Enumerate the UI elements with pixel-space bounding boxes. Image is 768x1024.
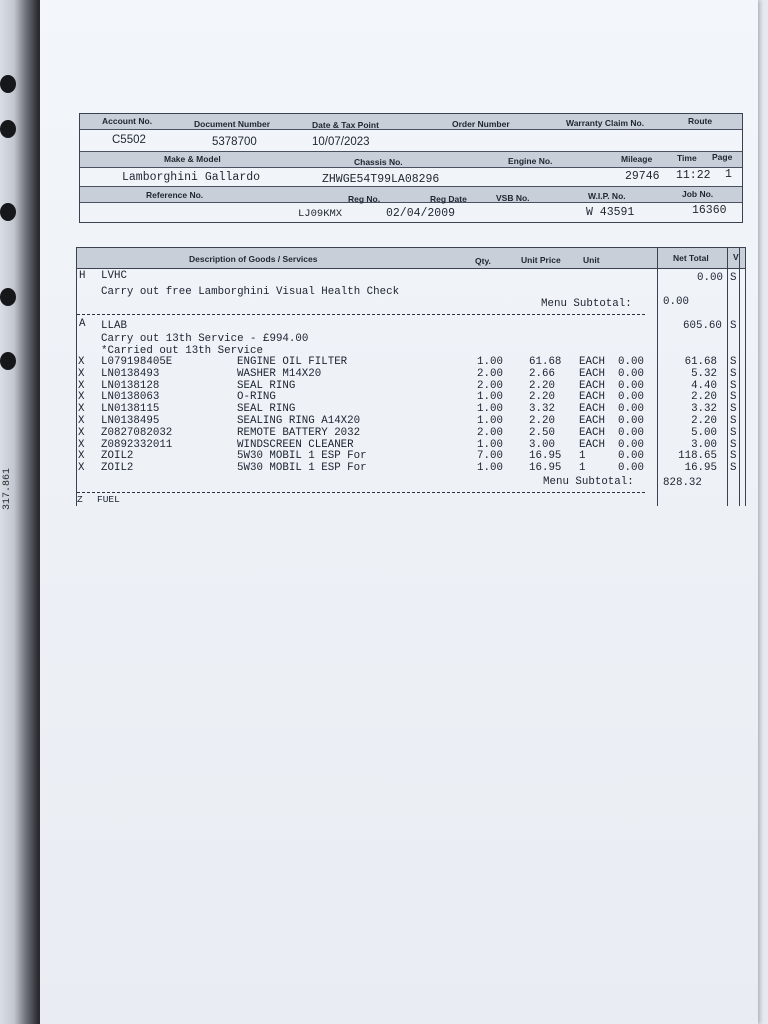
item-vat: S xyxy=(730,415,737,427)
item-description: 5W30 MOBIL 1 ESP For xyxy=(237,462,367,475)
item-unit-price: 3.32 xyxy=(529,403,555,416)
punch-hole xyxy=(0,352,16,370)
page-value: 1 xyxy=(725,168,732,181)
item-qty: 2.00 xyxy=(477,426,503,439)
item-net: 4.40 xyxy=(691,379,717,392)
item-discount: 0.00 xyxy=(618,403,644,416)
section-h-text: Carry out free Lamborghini Visual Health Check xyxy=(101,286,400,298)
label-page: Page xyxy=(712,152,733,162)
item-description: 5W30 MOBIL 1 ESP For xyxy=(237,450,367,463)
header-block xyxy=(79,113,743,223)
time-value: 11:22 xyxy=(676,169,711,182)
section-a-name: LLAB xyxy=(101,320,127,332)
section-code-z: Z xyxy=(77,494,83,505)
item-qty: 1.00 xyxy=(477,438,503,451)
section-h-net: 0.00 xyxy=(697,272,723,284)
item-description: WASHER M14X20 xyxy=(237,367,322,380)
item-description: O-RING xyxy=(237,391,276,404)
item-discount: 0.00 xyxy=(618,356,644,368)
col-net-total: Net Total xyxy=(673,253,709,263)
section-a-subtotal-value: 828.32 xyxy=(663,477,702,489)
reg-no-value: LJ09KMX xyxy=(298,208,343,220)
item-flag: X xyxy=(78,426,85,439)
date-tax-point-value: 10/07/2023 xyxy=(312,136,370,148)
item-discount: 0.00 xyxy=(618,415,644,427)
label-wip-no: W.I.P. No. xyxy=(588,191,626,201)
item-unit: EACH xyxy=(579,356,605,368)
item-part-number: LN0138495 xyxy=(101,415,160,427)
item-discount: 0.00 xyxy=(618,391,644,404)
item-vat: S xyxy=(730,367,737,380)
account-no-value: C5502 xyxy=(112,134,146,146)
item-unit: EACH xyxy=(579,379,605,392)
section-h-separator xyxy=(77,314,645,315)
item-vat: S xyxy=(730,450,737,463)
item-net: 2.20 xyxy=(691,391,717,404)
item-unit-price: 61.68 xyxy=(529,356,562,368)
label-reference-no: Reference No. xyxy=(146,190,204,200)
item-description: SEAL RING xyxy=(237,379,296,392)
item-discount: 0.00 xyxy=(618,379,644,392)
item-part-number: L079198405E xyxy=(101,356,173,368)
item-net: 5.00 xyxy=(691,426,717,439)
item-discount: 0.00 xyxy=(618,367,644,380)
item-unit-price: 2.20 xyxy=(529,379,555,392)
binder-side-text: 317.861 xyxy=(2,467,13,510)
item-unit: EACH xyxy=(579,403,605,416)
item-vat: S xyxy=(730,426,737,439)
label-reg-date: Reg Date xyxy=(430,194,467,204)
punch-hole xyxy=(0,203,16,221)
item-unit: EACH xyxy=(579,426,605,439)
punch-hole xyxy=(0,120,16,138)
item-part-number: Z0827082032 xyxy=(101,426,173,439)
vat-column-divider-right xyxy=(739,248,740,506)
item-vat: S xyxy=(730,462,737,475)
section-z-name: FUEL xyxy=(97,494,120,505)
item-net: 5.32 xyxy=(691,367,717,380)
item-part-number: LN0138115 xyxy=(101,403,160,416)
item-unit: EACH xyxy=(579,391,605,404)
label-vsb-no: VSB No. xyxy=(496,193,530,203)
vat-column-divider-left xyxy=(727,248,728,506)
label-warranty-claim-no: Warranty Claim No. xyxy=(566,118,645,128)
table-header-band xyxy=(77,248,745,269)
mileage-value: 29746 xyxy=(625,170,660,183)
section-code-a: A xyxy=(79,318,86,330)
item-flag: X xyxy=(78,391,85,404)
ring-binder-sleeve xyxy=(0,0,40,1024)
item-qty: 2.00 xyxy=(477,367,503,380)
item-qty: 1.00 xyxy=(477,356,503,368)
section-a-vat: S xyxy=(730,320,737,332)
section-h-subtotal-value: 0.00 xyxy=(663,296,689,308)
item-discount: 0.00 xyxy=(618,450,644,463)
wip-no-value: W 43591 xyxy=(586,206,635,219)
item-flag: X xyxy=(78,450,85,463)
item-unit: 1 xyxy=(579,462,586,475)
item-net: 2.20 xyxy=(691,415,717,427)
job-no-value: 16360 xyxy=(692,204,727,217)
item-part-number: ZOIL2 xyxy=(101,450,134,463)
item-net: 16.95 xyxy=(684,462,717,475)
item-net: 118.65 xyxy=(678,450,717,463)
item-qty: 1.00 xyxy=(477,415,503,427)
item-vat: S xyxy=(730,379,737,392)
col-unit: Unit xyxy=(583,255,600,265)
item-unit-price: 2.66 xyxy=(529,367,555,380)
item-qty: 1.00 xyxy=(477,391,503,404)
section-a-subtotal-label: Menu Subtotal: xyxy=(543,476,634,488)
item-qty: 1.00 xyxy=(477,462,503,475)
item-part-number: ZOIL2 xyxy=(101,462,134,475)
invoice-sheet xyxy=(40,0,758,1024)
item-discount: 0.00 xyxy=(618,462,644,475)
item-qty: 7.00 xyxy=(477,450,503,463)
item-vat: S xyxy=(730,438,737,451)
item-part-number: LN0138128 xyxy=(101,379,160,392)
item-unit-price: 2.20 xyxy=(529,415,555,427)
item-unit: 1 xyxy=(579,450,586,463)
label-route: Route xyxy=(688,116,713,126)
item-flag: X xyxy=(78,379,85,392)
item-discount: 0.00 xyxy=(618,426,644,439)
label-document-number: Document Number xyxy=(194,119,271,129)
item-qty: 1.00 xyxy=(477,403,503,416)
item-vat: S xyxy=(730,356,737,368)
section-a-text-2: *Carried out 13th Service xyxy=(101,345,263,357)
section-code-h: H xyxy=(79,270,86,282)
punch-hole xyxy=(0,288,16,306)
col-qty: Qty. xyxy=(475,256,491,266)
label-make-model: Make & Model xyxy=(164,154,221,164)
label-chassis-no: Chassis No. xyxy=(354,157,403,167)
goods-services-table xyxy=(76,247,746,506)
label-job-no: Job No. xyxy=(682,189,714,199)
item-part-number: Z0892332011 xyxy=(101,438,173,451)
section-h-vat: S xyxy=(730,272,737,284)
col-description: Description of Goods / Services xyxy=(189,254,318,264)
item-unit: EACH xyxy=(579,438,605,451)
section-a-separator xyxy=(77,492,645,493)
item-unit-price: 2.20 xyxy=(529,391,555,404)
item-description: ENGINE OIL FILTER xyxy=(237,356,348,368)
section-h-subtotal-label: Menu Subtotal: xyxy=(541,298,632,310)
item-unit-price: 2.50 xyxy=(529,426,555,439)
col-v: V xyxy=(733,252,739,262)
item-description: SEALING RING A14X20 xyxy=(237,415,361,427)
item-unit: EACH xyxy=(579,415,605,427)
item-flag: X xyxy=(78,367,85,380)
item-discount: 0.00 xyxy=(618,438,644,451)
item-part-number: LN0138493 xyxy=(101,367,160,380)
item-flag: X xyxy=(78,415,85,427)
item-description: WINDSCREEN CLEANER xyxy=(237,438,354,451)
item-net: 3.00 xyxy=(691,438,717,451)
label-account-no: Account No. xyxy=(102,116,153,126)
item-part-number: LN0138063 xyxy=(101,391,160,404)
item-qty: 2.00 xyxy=(477,379,503,392)
label-reg-no: Reg No. xyxy=(348,194,381,204)
item-vat: S xyxy=(730,403,737,416)
section-a-net: 605.60 xyxy=(683,320,722,332)
item-flag: X xyxy=(78,438,85,451)
item-unit: EACH xyxy=(579,367,605,380)
label-mileage: Mileage xyxy=(621,154,653,164)
item-description: REMOTE BATTERY 2032 xyxy=(237,426,361,439)
item-net: 61.68 xyxy=(684,356,717,368)
label-order-number: Order Number xyxy=(452,119,510,129)
item-unit-price: 16.95 xyxy=(529,450,562,463)
document-number-value: 5378700 xyxy=(212,136,257,148)
col-unit-price: Unit Price xyxy=(521,255,561,265)
item-vat: S xyxy=(730,391,737,404)
item-flag: X xyxy=(78,403,85,416)
item-flag: X xyxy=(78,356,85,368)
reg-date-value: 02/04/2009 xyxy=(386,207,456,220)
item-unit-price: 16.95 xyxy=(529,462,562,475)
section-a-text-1: Carry out 13th Service - £994.00 xyxy=(101,333,309,345)
net-column-divider xyxy=(657,248,658,506)
section-h-name: LVHC xyxy=(101,270,127,282)
label-date-tax-point: Date & Tax Point xyxy=(312,120,379,130)
item-description: SEAL RING xyxy=(237,403,296,416)
item-unit-price: 3.00 xyxy=(529,438,555,451)
chassis-no-value: ZHWGE54T99LA08296 xyxy=(322,173,440,186)
label-engine-no: Engine No. xyxy=(508,156,553,166)
punch-hole xyxy=(0,75,16,93)
make-model-value: Lamborghini Gallardo xyxy=(122,171,261,184)
item-flag: X xyxy=(78,462,85,475)
label-time: Time xyxy=(677,153,697,163)
item-net: 3.32 xyxy=(691,403,717,416)
